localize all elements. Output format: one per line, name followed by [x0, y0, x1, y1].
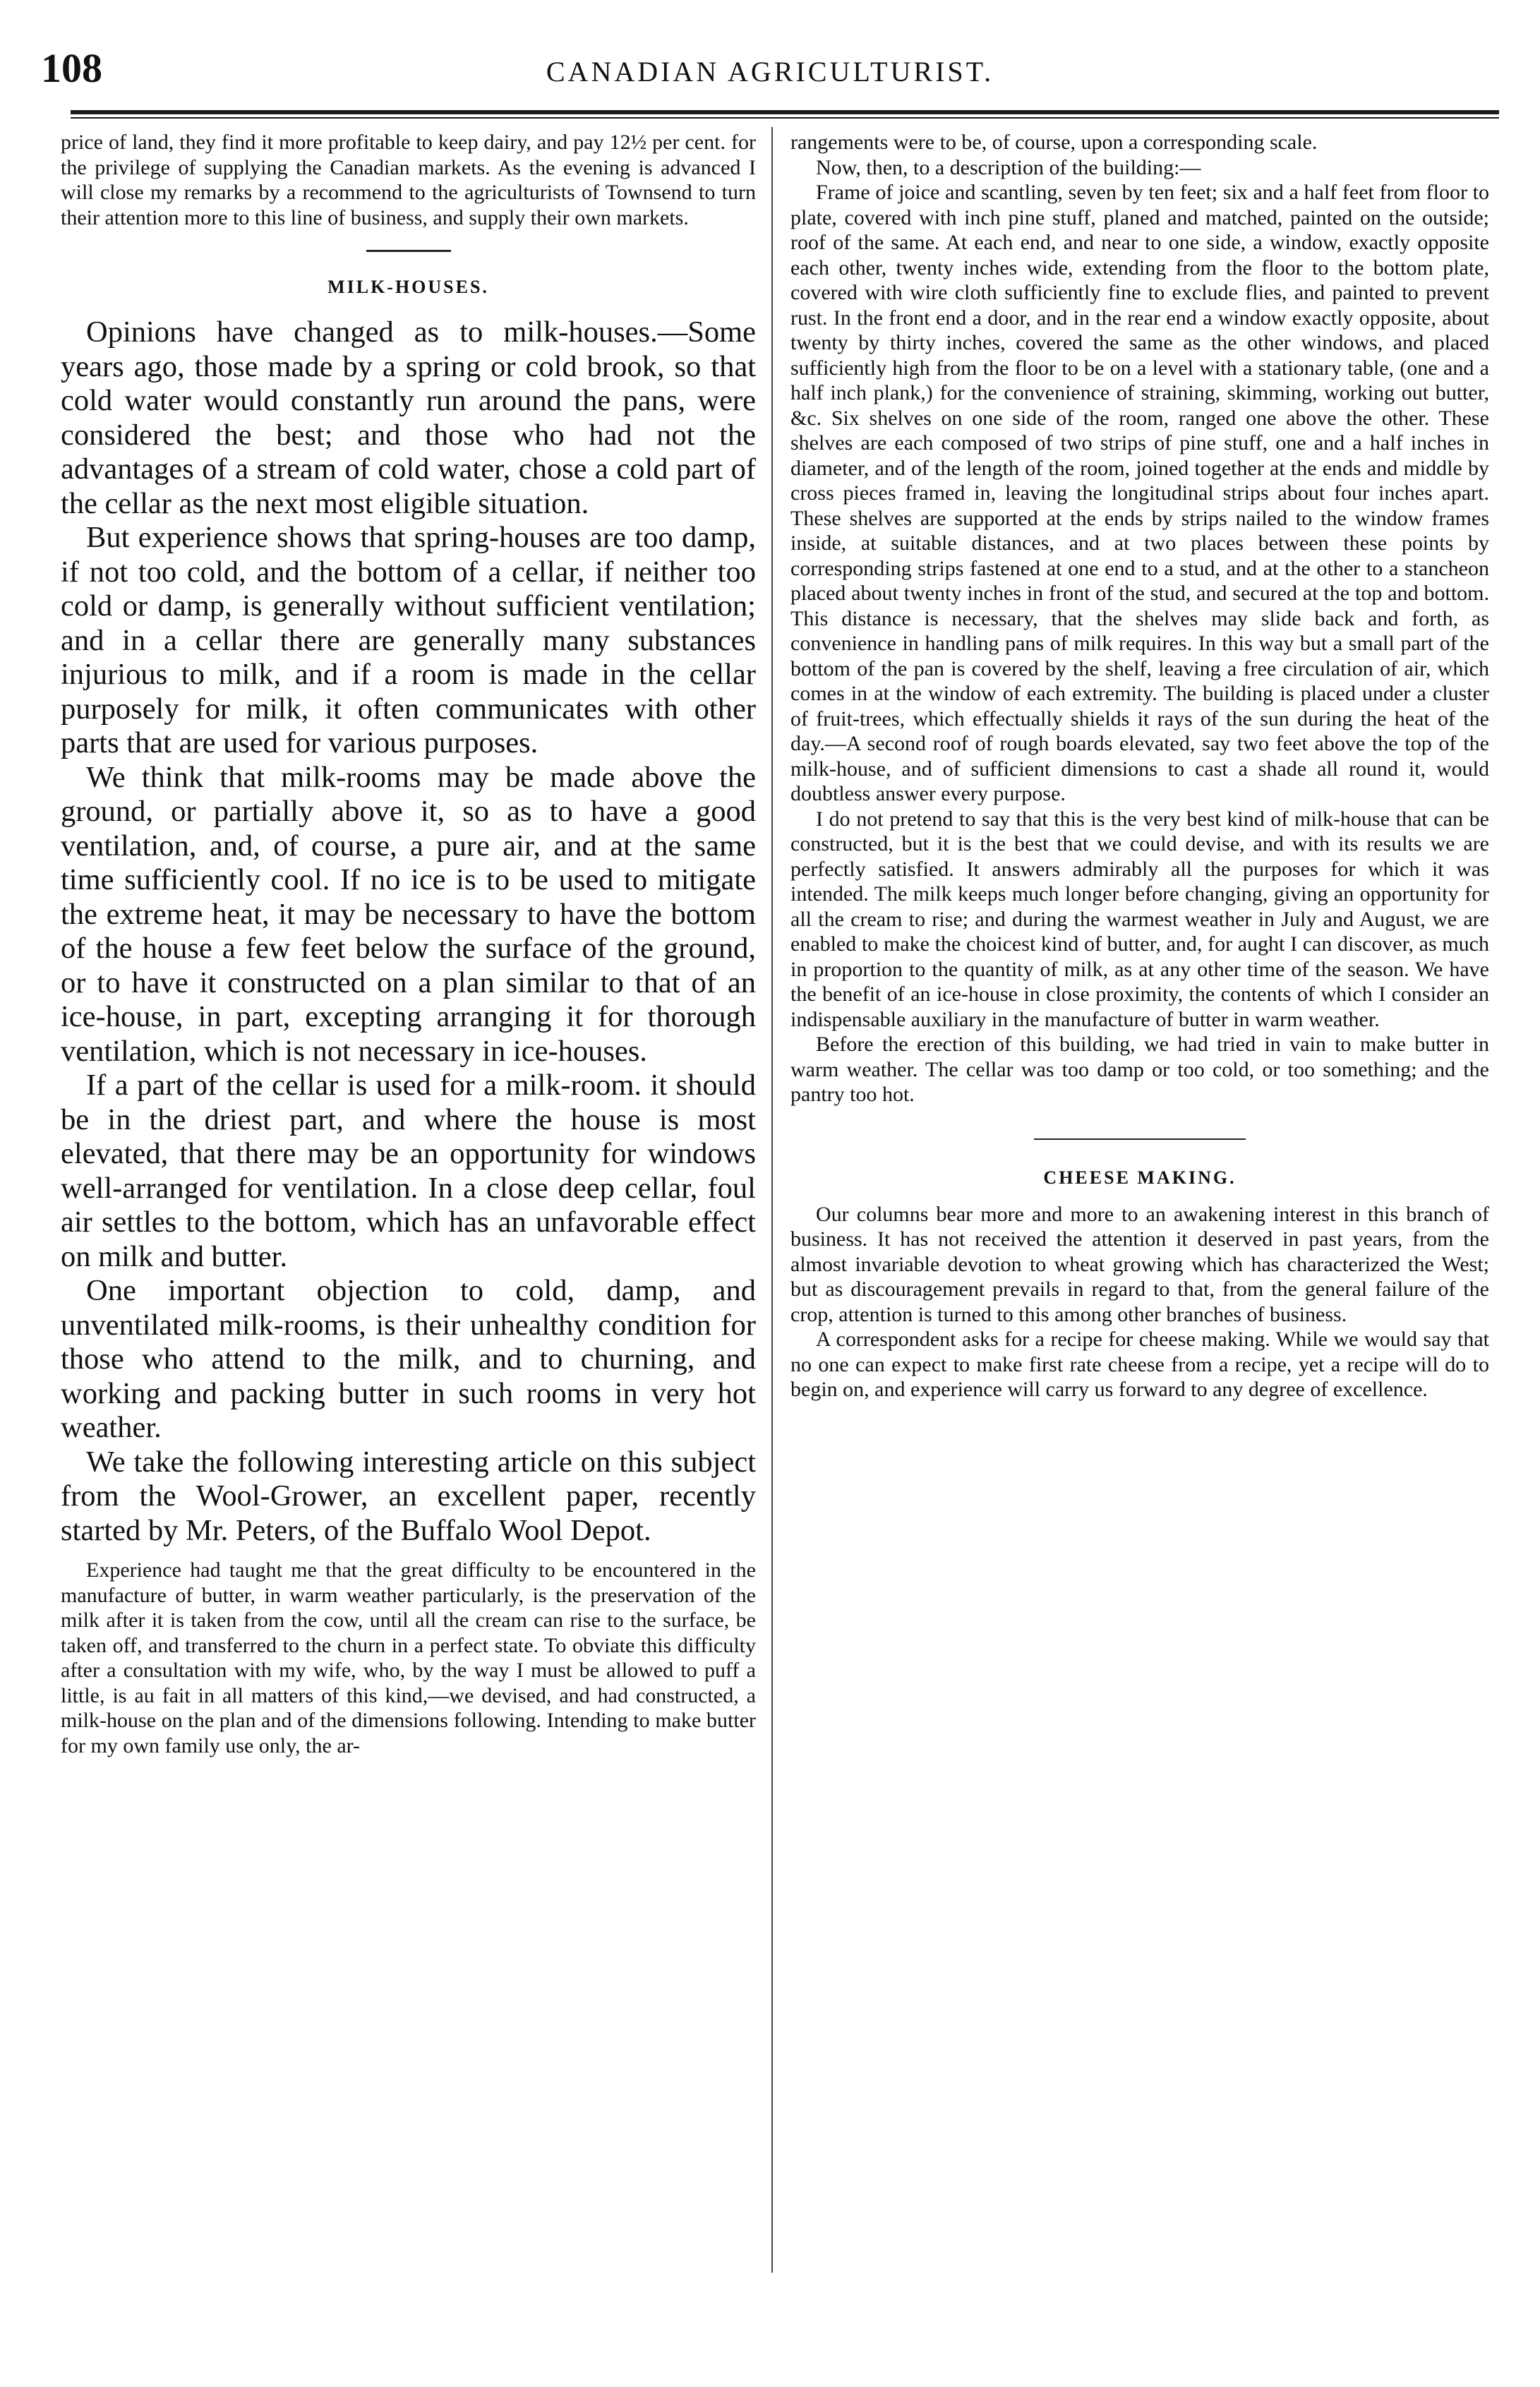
- body-paragraph: We take the following interesting article on this subject from the Wool-Grower, an excellent paper, recently started by Mr. Peters, of the Buffalo Wool Depot.: [61, 1445, 756, 1547]
- body-paragraph: One important objection to cold, damp, and unventilated milk-rooms, is their unhealthy condition for those who attend to the milk, and to churning, and working and packing butter in such rooms in very hot weather.: [61, 1274, 756, 1444]
- header-rule-thin: [71, 117, 1499, 119]
- body-paragraph: Opinions have changed as to milk-houses.—Some years ago, those made by a spring or cold brook, so that cold water would constantly run around the pans, were considered the best; and those who had not the advantages of a stream of cold water, chose a cold part of the cellar as the next most eligible situation.: [61, 315, 756, 520]
- running-title: CANADIAN AGRICULTURIST.: [546, 56, 994, 88]
- article-paragraph: Frame of joice and scantling, seven by ten feet; six and a half feet from floor to plate, covered with inch pine stuff, planed and matched, painted on the outside; roof of the same. At each end, and near to one side, a window, exactly opposite each other, twenty inches wide, extending from the floor to the bottom plate, covered with wire cloth sufficiently fine to exclude flies, and painted to prevent rust. In the front end a door, and in the rear end a window exactly opposite, about twenty by thirty inches, covered the same as the other windows, and placed sufficiently high from the floor to be on a level with a stationary table, (one and a half inch plank,) for the convenience of straining, skimming, working out butter, &c. Six shelves on one side of the room, ranged one above the other. These shelves are each composed of two strips of pine stuff, one and a half inches in diameter, and of the length of the room, joined together at the ends and middle by cross pieces framed in, leaving the longitudinal strips about four inches apart. These shelves are supported at the ends by strips nailed to the window frames inside, at suitable distances, and at two places between these points by corresponding strips fastened at one end to a stud, and at the other to a stancheon placed about twenty inches in front of the stud, and secured at the top and bottom. This distance is necessary, that the shelves may slide back and forth, as convenience in handling pans of milk requires. In this way but a small part of the bottom of the pan is covered by the shelf, leaving a free circulation of air, which comes in at the window of each extremity. The building is placed under a cluster of fruit-trees, which effectually shields it rays of the sun during the heat of the day.—A second roof of rough boards elevated, say two feet above the top of the milk-house, and of sufficient dimensions to cast a shade all round it, would doubtless answer every purpose.: [790, 181, 1489, 805]
- cheese-paragraph: A correspondent asks for a recipe for cheese making. While we would say that no one can expect to make first rate cheese from a recipe, yet a recipe will do to begin on, and experience will carry us forward to any degree of excellence.: [790, 1328, 1489, 1401]
- cheese-making-heading: CHEESE MAKING.: [1043, 1167, 1237, 1188]
- column-divider: [771, 127, 773, 2273]
- article-paragraph: rangements were to be, of course, upon a corresponding scale.: [790, 131, 1318, 154]
- milk-houses-heading: MILK-HOUSES.: [327, 277, 489, 297]
- section-divider: [366, 250, 451, 252]
- intro-paragraph: price of land, they find it more profitable to keep dairy, and pay 12½ per cent. for the privilege of supplying the Canadian markets. As the evening is advanced I will close my remarks by a recommend to the agriculturists of Townsend to turn their attention more to this line of business, and supply their own markets.: [61, 131, 756, 229]
- left-column: [61, 130, 756, 1758]
- body-paragraph: If a part of the cellar is used for a milk-room. it should be in the driest part, and where the house is most elevated, that there may be an opportunity for windows well-arranged for ventilation. In a close deep cellar, foul air settles to the bottom, which has an unfavorable effect on milk and butter.: [61, 1069, 756, 1273]
- body-paragraph: We think that milk-rooms may be made above the ground, or partially above it, so as to have a good ventilation, and, of course, a pure air, and at the same time sufficiently cool. If no ice is to be used to mitigate the extreme heat, it may be necessary to have the bottom of the house a few feet below the surface of the ground, or to have it constructed on a plan similar to that of an ice-house, in part, excepting arranging it for thorough ventilation, which is not necessary in ice-houses.: [61, 760, 756, 1068]
- article-paragraph: I do not pretend to say that this is the very best kind of milk-house that can be constructed, but it is the best that we could devise, and with its results we are perfectly satisfied. It answers admirably all the purposes for which it was intended. The milk keeps much longer before changing, giving an opportunity for all the cream to rise; and during the warmest weather in July and August, we are enabled to make the choicest kind of butter, and, for aught I can discover, as much in proportion to the quantity of milk, as at any other time of the season. We have the benefit of an ice-house in close proximity, the contents of which I consider an indispensable auxiliary in the manufacture of butter in warm weather.: [790, 807, 1489, 1031]
- body-paragraph: But experience shows that spring-houses are too damp, if not too cold, and the bottom of a cellar, if neither too cold or damp, is generally without sufficient ventilation; and in a cellar there are generally many substances injurious to milk, and if a room is made in the cellar purposely for milk, it often communicates with other parts that are used for various purposes.: [61, 521, 756, 759]
- right-column: [790, 130, 1489, 1402]
- header-rule: [71, 110, 1499, 114]
- page-number: 108: [41, 45, 102, 91]
- quoted-article-start: Experience had taught me that the great difficulty to be encountered in the manufacture of butter, in warm weather particularly, is the preservation of the milk after it is taken from the cow, until all the cream can rise to the surface, be taken off, and transferred to the churn in a perfect state. To obviate this difficulty after a consultation with my wife, who, by the way I must be allowed to puff a little, is au fait in all matters of this kind,—we devised, and had constructed, a milk-house on the plan and of the dimensions following. Intending to make butter for my own family use only, the ar-: [61, 1558, 756, 1757]
- article-paragraph: Now, then, to a description of the building:—: [816, 155, 1201, 179]
- cheese-paragraph: Our columns bear more and more to an awakening interest in this branch of business. It has not received the attention it deserved in past years, from the almost invariable devotion to wheat growing which has characterized the West; but as discouragement prevails in regard to that, from the general failure of the crop, attention is turned to this among other branches of business.: [790, 1202, 1489, 1326]
- page-header: [41, 44, 1499, 107]
- section-divider: [1034, 1138, 1246, 1140]
- article-paragraph: Before the erection of this building, we had tried in vain to make butter in warm weather. The cellar was too damp or too cold, or too something; and the pantry too hot.: [790, 1033, 1489, 1106]
